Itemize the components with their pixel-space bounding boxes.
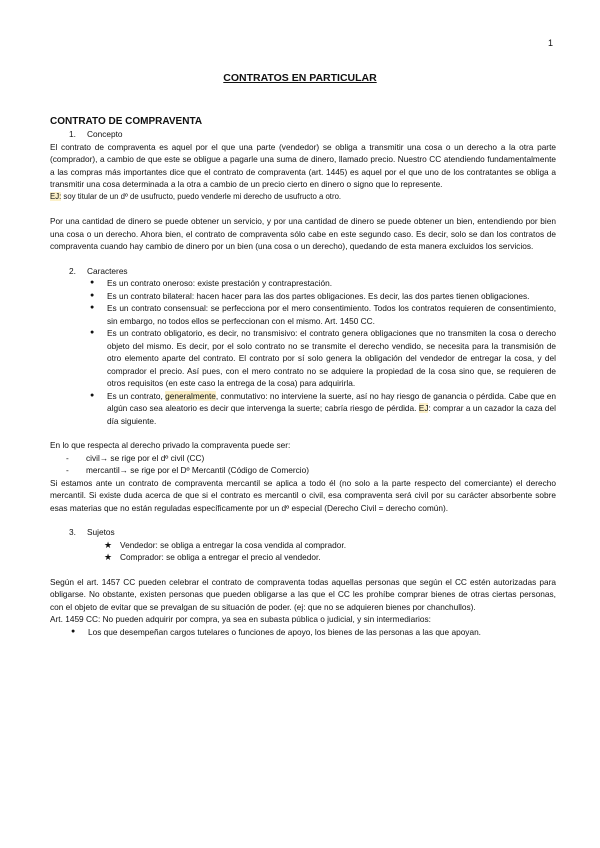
page-number: 1 — [547, 38, 553, 48]
section-heading: CONTRATO DE COMPRAVENTA — [50, 116, 203, 127]
subsection-number: 2. — [69, 265, 76, 276]
document-body — [50, 116, 556, 638]
list-item: - civil→ se rige por el dº civil (CC) — [86, 452, 556, 465]
subsection-heading-concepto — [69, 128, 556, 141]
list-item: ● Es un contrato oneroso: existe prestación y contraprestación. — [107, 277, 556, 290]
list-item: ● Es un contrato, generalmente, conmutativo: no interviene la suerte, así no hay riesgo de ganancia o pérdida. Cabe que en algún caso sea aleatorio es decir que intervenga la suerte; cabría riesgo de pérdida. EJ: comprar a un cazador la caza del día siguiente. — [107, 390, 556, 428]
list-item: ★ Vendedor: se obliga a entregar la cosa vendida al comprador. — [104, 539, 347, 550]
derecho-privado-list — [50, 452, 556, 477]
list-item: ● Es un contrato bilateral: hacen hacer para las dos partes obligaciones. Es decir, las dos partes tienen obligaciones. — [107, 290, 556, 303]
subsection-number: 3. — [69, 527, 76, 537]
highlighted-word: generalmente — [165, 390, 216, 401]
star-icon: ★ — [104, 539, 113, 550]
list-item: ● Los que desempeñan cargos tutelares o funciones de apoyo, los bienes de las personas a las que apoyan. — [88, 626, 556, 639]
list-item: - mercantil→ se rige por el Dº Mercantil (Código de Comercio) — [86, 464, 556, 477]
concepto-paragraph: El contrato de compraventa es aquel por el que una parte (vendedor) se obliga a transmitir una cosa o un derecho a la otra parte (comprador), a cambio de que este se obligue a pagarle una suma de dinero, llamado precio. Nuestro CC atendiendo fundamentalmente a las compras más importantes dice que el contrato de compraventa (art. 1445) es aquel por el que uno de los contratantes se obliga a transmitir una cosa determinada a la otra a cambio de un precio cierto en dinero o signo que lo represente. — [50, 141, 556, 189]
example-label: EJ: — [50, 191, 62, 201]
star-icon: ★ — [104, 552, 113, 562]
subsection-heading-caracteres — [69, 265, 556, 278]
derecho-privado-intro: En lo que respecta al derecho privado la compraventa puede ser: — [50, 440, 291, 450]
derecho-privado-paragraph: Si estamos ante un contrato de compraventa mercantil se aplica a todo él (no solo a la parte respecto del comerciante) el derecho mercantil. Si existe duda acerca de que si el contrato es mercantil o civil, esa compraventa será civil por su carácter absorbente sobre esas materias que no están reguladas específicamente por un dº especial (Derecho Civil = derecho común). — [50, 477, 556, 513]
final-paragraph: Según el art. 1457 CC pueden celebrar el contrato de compraventa todas aquellas personas que según el CC estén autorizadas para obligarse. No obstante, existen personas que pueden obligarse a las que el CC les prohíbe comprar bienes de otras ciertas personas, con el objeto de evitar que se prevalgan de su situación de poder. (ej: que no se adquieren bienes por chanchullos). — [50, 576, 556, 612]
subsection-title: Concepto — [87, 129, 123, 139]
example-label: EJ — [418, 403, 429, 413]
article-line: Art. 1459 CC: No pueden adquirir por compra, ya sea en subasta pública o judicial, y sin intermediarios: — [50, 614, 431, 624]
example-line — [50, 191, 556, 204]
example-text: soy titular de un dº de usufructo, puedo venderle mi derecho de usufructo a otro. — [61, 191, 342, 201]
caracteres-list — [50, 277, 556, 427]
list-item: ● Es un contrato obligatorio, es decir, no transmisivo: el contrato genera obligaciones que no transmiten la cosa o derecho objeto del mismo. Es decir, por el solo contrato no se transmite el derecho vendido, se necesita para la transmisión de otro elemento aparte del contrato. El contrato por sí solo genera la obligación del vendedor de entregar la cosa, y del comprador el precio. Así pues, con el mero contrato no se adquiere la propiedad de la cosa sino que, se requieren de otros requisitos (en este caso la entrega de la cosa) para adquirirla. — [107, 327, 556, 390]
article-list — [50, 626, 556, 639]
concepto-paragraph-2: Por una cantidad de dinero se puede obtener un servicio, y por una cantidad de dinero se puede obtener un bien, entendiendo por bien una cosa o un derecho. Ahora bien, el contrato de compraventa sólo cabe en este segundo caso. Es decir, solo se dan los contratos de compraventa cuando hay cambio de dinero por un bien (una cosa o un derecho), quedando de esta manera excluidos los servicios. — [50, 216, 556, 251]
subsection-heading-sujetos — [69, 526, 556, 539]
subsection-title: Sujetos — [87, 527, 115, 537]
document-title: CONTRATOS EN PARTICULAR — [223, 72, 377, 84]
subsection-number: 1. — [69, 129, 76, 139]
sujetos-list — [50, 539, 556, 564]
subsection-title: Caracteres — [87, 265, 128, 276]
list-item: ● Es un contrato consensual: se perfecciona por el mero consentimiento. Todos los contratos requieren de consentimiento, sin embargo, no todos ellos se perfeccionan con el mismo. Art. 1450 CC. — [107, 302, 556, 327]
list-item: ★ Comprador: se obliga a entregar el precio al vendedor. — [104, 552, 321, 562]
